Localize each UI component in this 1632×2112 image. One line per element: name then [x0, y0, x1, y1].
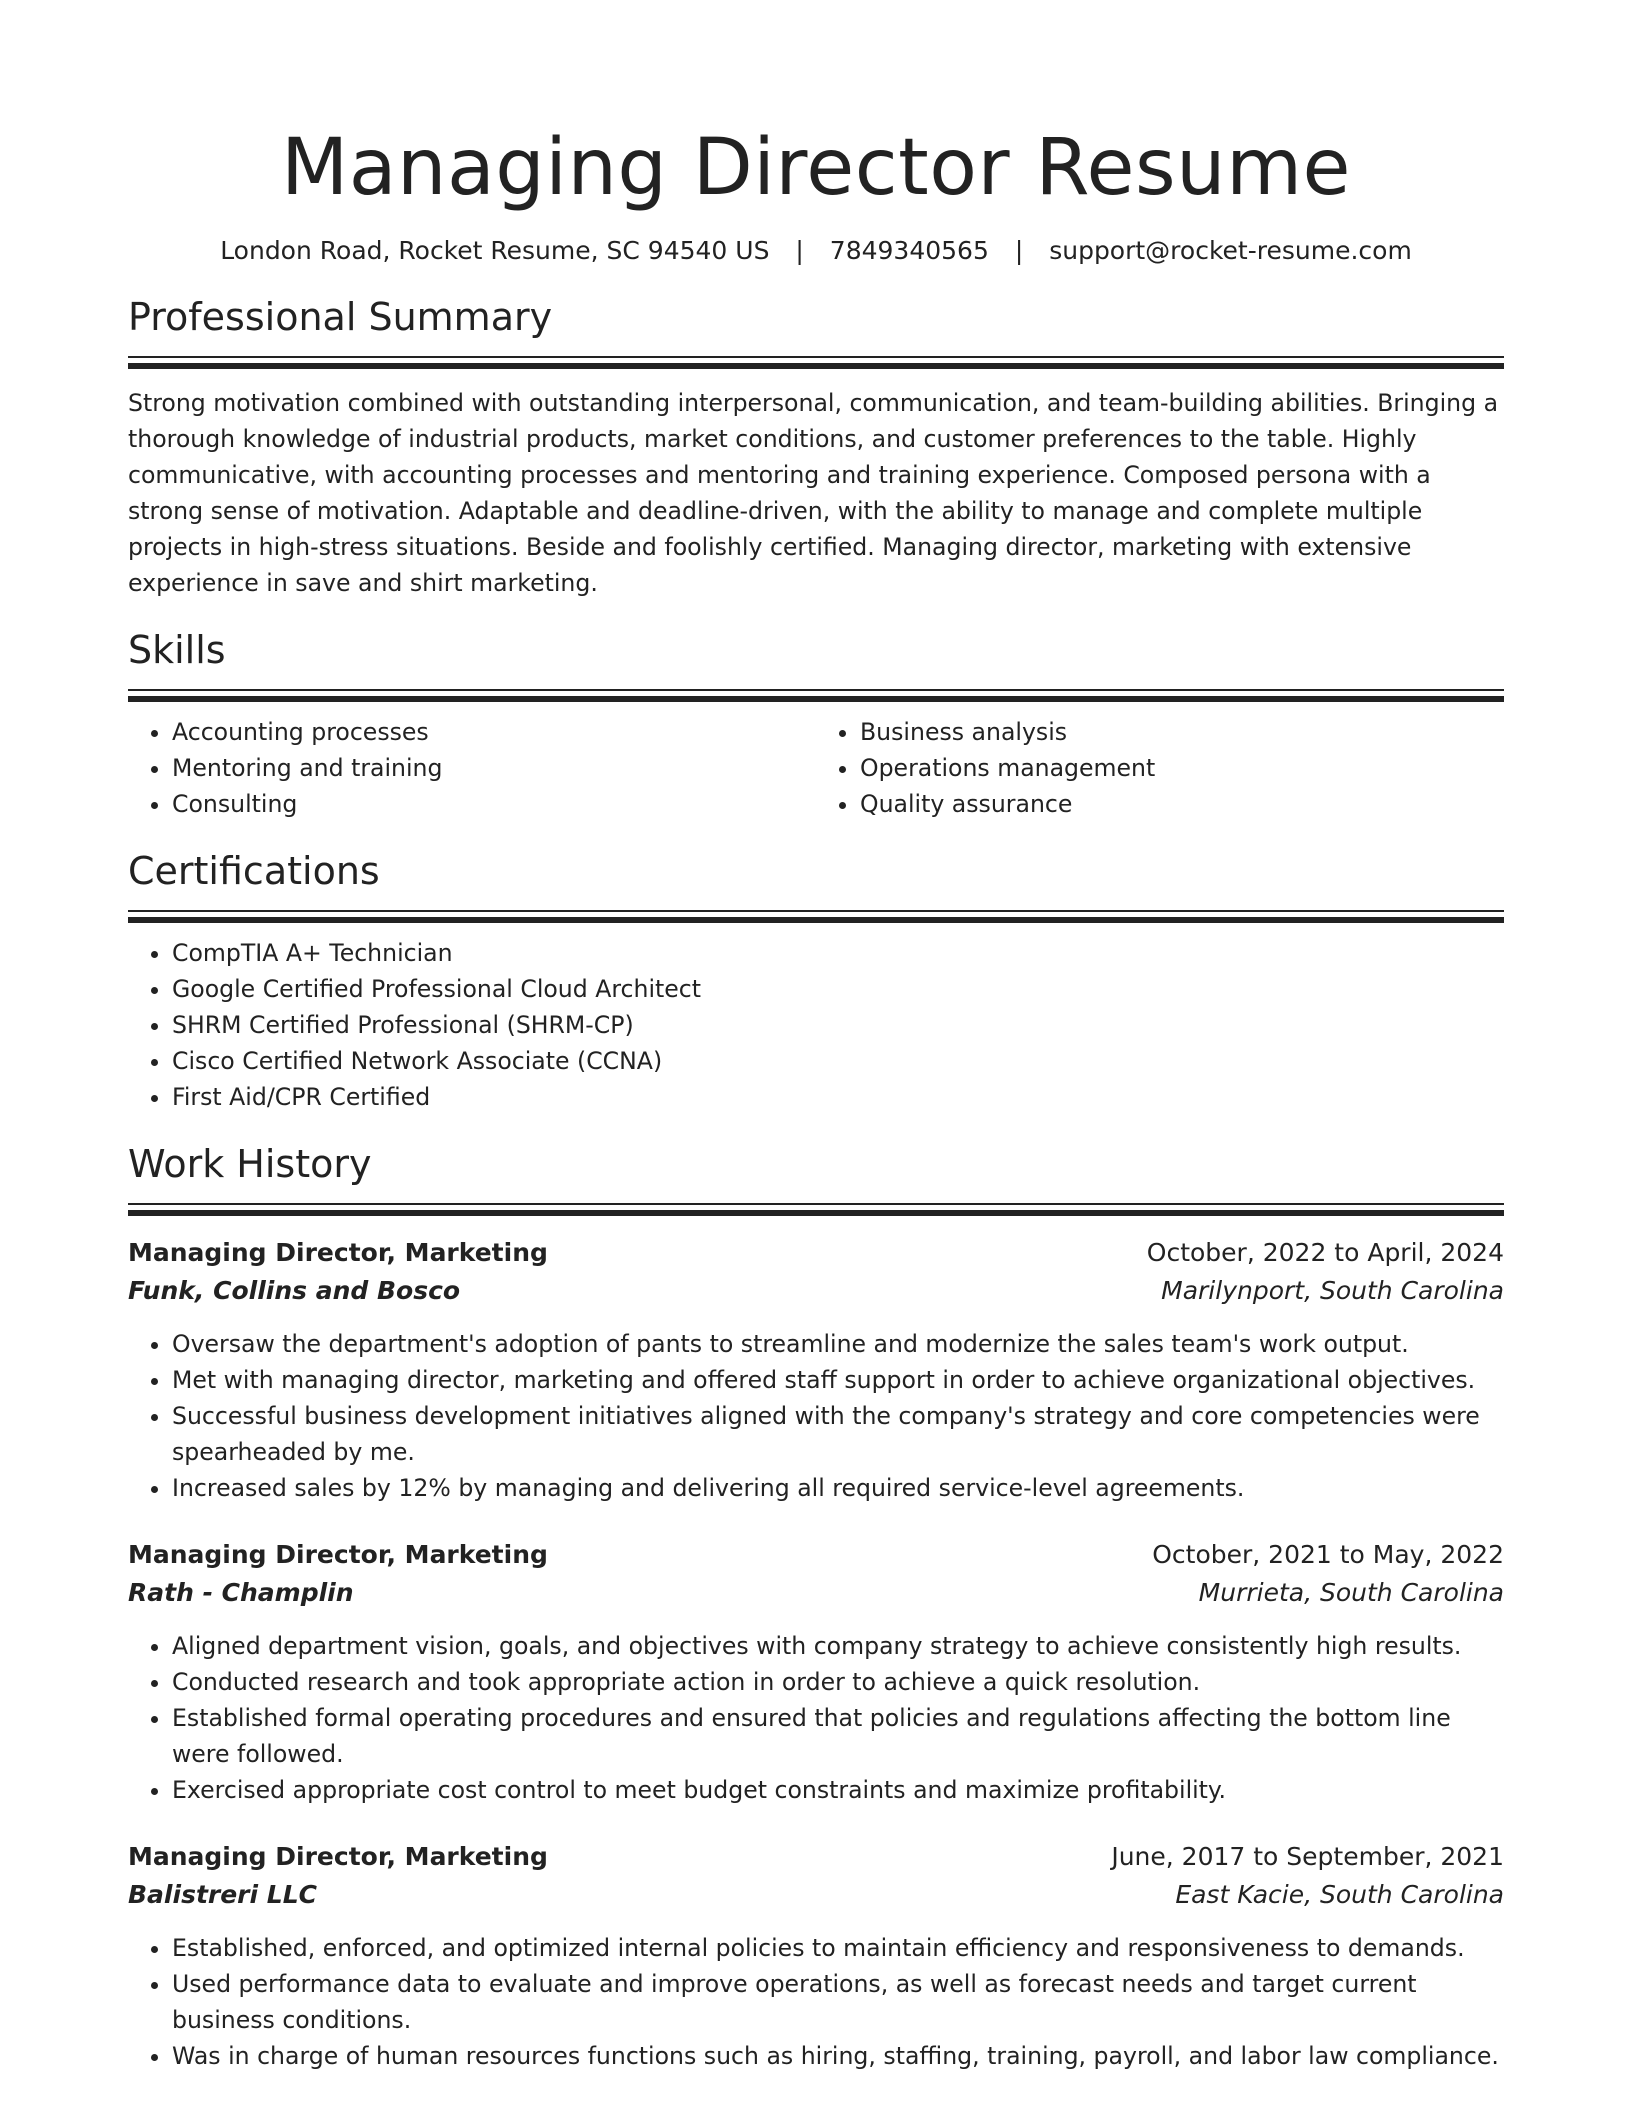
job-subheader-row: [128, 1272, 1504, 1310]
job-header-row: [128, 1536, 1504, 1574]
skill-item: • Business analysis: [860, 714, 1504, 750]
job-title: Managing Director, Marketing: [128, 1842, 548, 1871]
certifications-list: [128, 935, 1504, 1115]
job-bullet: • Conducted research and took appropriate action in order to achieve a quick resolution.: [172, 1664, 1504, 1700]
work-history-section: [128, 1139, 1504, 2074]
section-heading-summary: Professional Summary: [128, 295, 553, 339]
job-entry: [128, 1838, 1504, 2074]
job-bullets: [128, 1628, 1504, 1808]
skill-item: • Quality assurance: [860, 786, 1504, 822]
job-dates: June, 2017 to September, 2021: [1111, 1842, 1504, 1871]
contact-separator: |: [1014, 236, 1024, 265]
job-subheader-row: [128, 1574, 1504, 1612]
skills-grid: [128, 702, 1504, 822]
job-dates: October, 2021 to May, 2022: [1152, 1540, 1504, 1569]
certifications-section: [128, 846, 1504, 1115]
job-bullet: • Met with managing director, marketing and offered staff support in order to achieve organizational objectives.: [172, 1362, 1504, 1398]
job-header-row: [128, 1234, 1504, 1272]
skills-section: [128, 625, 1504, 822]
job-entry: [128, 1234, 1504, 1506]
job-bullet: • Successful business development initiatives aligned with the company's strategy and core competencies were spearheaded by me.: [172, 1398, 1504, 1470]
job-entry: [128, 1536, 1504, 1808]
job-bullet: • Aligned department vision, goals, and objectives with company strategy to achieve consistently high results.: [172, 1628, 1504, 1664]
job-bullet: • Oversaw the department's adoption of pants to streamline and modernize the sales team's work output.: [172, 1326, 1504, 1362]
job-location: Marilynport, South Carolina: [1161, 1276, 1504, 1305]
certification-item: • SHRM Certified Professional (SHRM-CP): [172, 1007, 1504, 1043]
resume-page: [128, 0, 1504, 2074]
contact-phone: 7849340565: [829, 236, 989, 265]
job-dates: October, 2022 to April, 2024: [1146, 1238, 1504, 1267]
job-header-row: [128, 1838, 1504, 1876]
job-bullets: [128, 1930, 1504, 2074]
job-company: Rath - Champlin: [128, 1578, 354, 1607]
job-bullet: • Established, enforced, and optimized internal policies to maintain efficiency and responsiveness to demands.: [172, 1930, 1504, 1966]
certification-item: • CompTIA A+ Technician: [172, 935, 1504, 971]
section-heading-work-history: Work History: [128, 1142, 372, 1186]
job-location: East Kacie, South Carolina: [1175, 1880, 1504, 1909]
contact-line: [128, 234, 1504, 268]
job-bullet: • Used performance data to evaluate and improve operations, as well as forecast needs and target current business conditions.: [172, 1966, 1504, 2038]
page-title: Managing Director Resume: [280, 123, 1352, 213]
job-subheader-row: [128, 1876, 1504, 1914]
job-bullet: • Was in charge of human resources functions such as hiring, staffing, training, payroll, and labor law compliance.: [172, 2038, 1504, 2074]
summary-paragraph: Strong motivation combined with outstanding interpersonal, communication, and team-building abilities. Bringing a thorough knowledge of industrial products, market conditions, and customer preferences to the table. Highly communicative, with accounting processes and mentoring and training experience. Composed persona with a strong sense of motivation. Adaptable and deadline-driven, with the ability to manage and complete multiple projects in high-stress situations. Beside and foolishly certified. Managing director, marketing with extensive experience in save and shirt marketing.: [128, 389, 1499, 597]
job-title: Managing Director, Marketing: [128, 1540, 548, 1569]
skill-item: • Operations management: [860, 750, 1504, 786]
job-company: Funk, Collins and Bosco: [128, 1276, 461, 1305]
skills-list-right: [816, 714, 1504, 822]
skills-list-left: [128, 714, 816, 822]
contact-email: support@rocket-resume.com: [1049, 236, 1412, 265]
job-company: Balistreri LLC: [128, 1880, 317, 1909]
section-heading-skills: Skills: [128, 628, 226, 672]
section-heading-certifications: Certifications: [128, 849, 380, 893]
contact-address: London Road, Rocket Resume, SC 94540 US: [220, 236, 770, 265]
certification-item: • Google Certified Professional Cloud Architect: [172, 971, 1504, 1007]
certification-item: • First Aid/CPR Certified: [172, 1079, 1504, 1115]
job-bullet: • Established formal operating procedures and ensured that policies and regulations affecting the bottom line were followed.: [172, 1700, 1504, 1772]
section-divider: [128, 910, 1504, 923]
job-title: Managing Director, Marketing: [128, 1238, 548, 1267]
job-bullets: [128, 1326, 1504, 1506]
summary-section: [128, 292, 1504, 601]
skill-item: • Mentoring and training: [172, 750, 816, 786]
job-bullet: • Increased sales by 12% by managing and delivering all required service-level agreements.: [172, 1470, 1504, 1506]
contact-separator: |: [795, 236, 804, 265]
section-divider: [128, 1203, 1504, 1216]
section-divider: [128, 356, 1504, 369]
skill-item: • Consulting: [172, 786, 816, 822]
job-location: Murrieta, South Carolina: [1198, 1578, 1504, 1607]
job-bullet: • Exercised appropriate cost control to meet budget constraints and maximize profitability.: [172, 1772, 1504, 1808]
section-divider: [128, 689, 1504, 702]
skill-item: • Accounting processes: [172, 714, 816, 750]
certification-item: • Cisco Certified Network Associate (CCNA): [172, 1043, 1504, 1079]
